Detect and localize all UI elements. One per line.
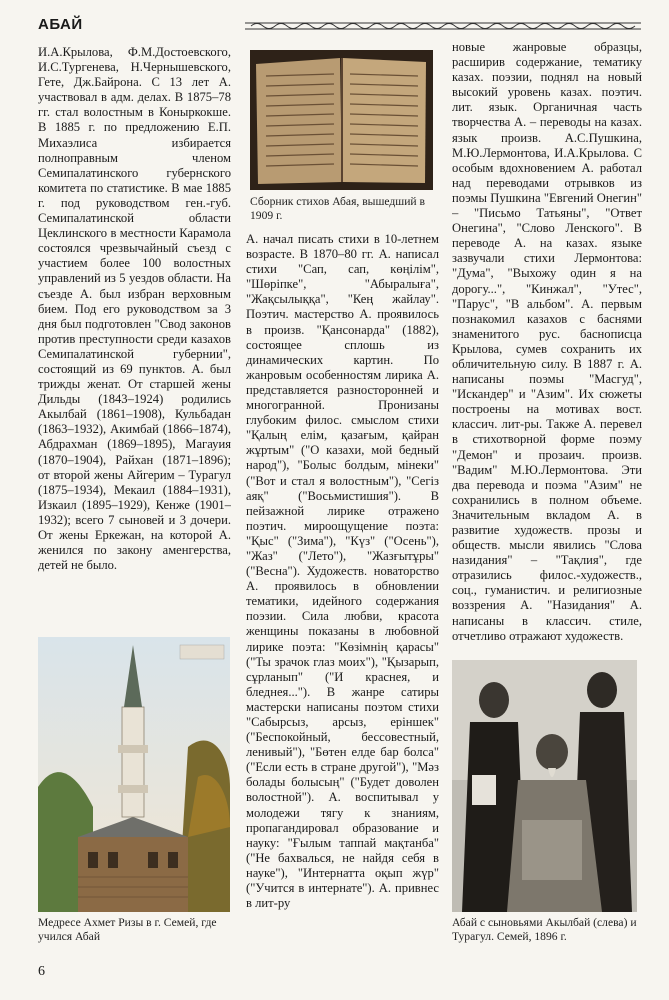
- book-photo: [250, 50, 433, 190]
- book-caption: Сборник стихов Абая, вышедший в 1909 г.: [250, 195, 425, 222]
- madrasa-caption: Медресе Ахмет Ризы в г. Семей, где учился Абай: [38, 916, 217, 943]
- column-3-text: новые жанровые образцы, расширив содержание, тематику казах. поэзии, поднял на новый высокий уровень казах. поэтич. лит. язык. Органичная часть творчества А. – переводы на казах. язык произв. А.С.Пушкина, М.Ю.Лермонтова, И.А.Крылова. С особым вдохновением А. работал над переводами отрывков из поэмы Пушкина "Евгений Онегин" – "Письмо Татьяны", "Ответ Онегина", "Слово Ленского". В переводе А. на казах. языке зазвучали стихи Лермонтова: "Дума", "Выхожу один я на дорогу...", "Кинжал", "Утес", "Парус", "В альбом". А. первым познакомил казахов с баснями знаменитого рус. баснописца Крылова, сумев сохранить их обличительную силу. В 1887 г. А. написаны поэмы "Масгуд", "Искандер" и "Азим". Их сюжеты построены на мотивах вост. классич. лит-ры. Также А. перевел в стихотворной форме поэму "Демон" и прозаич. произв. "Вадим" М.Ю.Лермонтова. Эти два перевода и поэма "Азим" не сохранились в полном объеме. Значительным вкладом А. в развитие художеств. прозы и обществ. мысли явились "Слова назидания" – "Тақлия", где отразились филос.-художеств., соц., гуманистич. и религиозные воззрения А. "Назидания" А. написаны в классич. стиле, отчетливо отражают художеств.: [452, 40, 642, 643]
- text-column-2: [246, 232, 439, 947]
- ornament-divider: [245, 20, 641, 32]
- family-photo: [452, 660, 637, 912]
- text-column-3: [452, 40, 642, 648]
- family-caption: Абай с сыновьями Акылбай (слева) и Турагул. Семей, 1896 г.: [452, 916, 637, 943]
- header-title: АБАЙ: [38, 16, 83, 33]
- column-2-text: А. начал писать стихи в 10-летнем возрасте. В 1870–80 гг. А. написал стихи "Сап, сап, көңілім", "Шөріпке", "Абыралыға", "Жақсылыққа", "Кең жайлау". Поэтич. мастерство А. проявилось в произв. "Қансонарда" (1882), состоящее сплошь из динамических картин. По жанровым особенностям лирика А. представляется разносторонней и многогранной. Пронизаны глубоким филос. смыслом стихи "Қалың елім, қазағым, қайран жұртым" ("О казахи, мой бедный народ"), "Болыс болдым, мінеки" ("Вот и стал я волостным"), "Сегіз аяқ" ("Восьмистишия"). В пейзажной лирике отражено поэтич. мироощущение поэта: "Қыс" ("Зима"), "Күз" ("Осень"), "Жаз" ("Лето"), "Жазғытұры" ("Весна"). Художеств. новаторство А. проявилось в обновлении тематики, идейного содержания поэзии. Сила любви, красота женщины показаны в любовной лирике поэта: "Көзімнің қарасы" ("Ты зрачок глаз моих"), "Қызарып, сұрланып" ("И краснея, и бледнея..."). В жанре сатиры мастерски написаны поэтом стихи "Сабырсыз, арсыз, еріншек" ("Беспокойный, бессовестный, ленивый"), "Бөтен елде бар болса" ("Если есть в стране другой"), "Мәз болады болысың" ("Будет доволен волостной"). А. воспитывал у молодежи тягу к знаниям, пропагандировал образование и науку: "Ғылым таппай мақтанба" ("Не бахвалься, не найдя себя в науке"), "Интернатта оқып жүр" ("Учится в интернате"). А. привнес в лит-ру: [246, 232, 439, 911]
- text-column-1: [38, 45, 231, 625]
- madrasa-photo: [38, 637, 230, 912]
- page-number: 6: [38, 964, 45, 979]
- column-1-text: И.А.Крылова, Ф.М.Достоевского, И.С.Тургенева, Н.Чернышевского, Гете, Дж.Байрона. С 13 лет А. участвовал в адм. делах. В 1875–78 гг. стал волостным в Коныркокше. В 1885 г. по предложению Е.П. Михаэлиса избирается полноправным членом Семипалатинского губернского комитета по статистике. В мае 1885 г. под руководством ген.-губ. Семипалатинской области Цеклинского в местности Карамола состоялся чрезвычайный съезд с участием более 100 волостных управлений из 5 уездов области. На съезде А. был избран верховным бием. Под его руководством за 3 дня был подготовлен "Свод законов против преступности среди казахов Семипалатинской губернии", состоящий из 69 пунктов. А. был трижды женат. От старшей жены Дильды (1843–1924) родились Акылбай (1861–1908), Кульбадан (1863–1932), Акимбай (1866–1874), Абдрахман (1869–1895), Магауия (1870–1904), Райхан (1871–1896); от второй жены Айгерим – Турагул (1875–1934), Мекаил (1884–1931), Изкаил (1895–1929), Кенже (1901–1932); всего 7 сыновей и 3 дочери. От жены Еркежан, на которой А. женился по закону аменгерства, детей не было.: [38, 45, 231, 573]
